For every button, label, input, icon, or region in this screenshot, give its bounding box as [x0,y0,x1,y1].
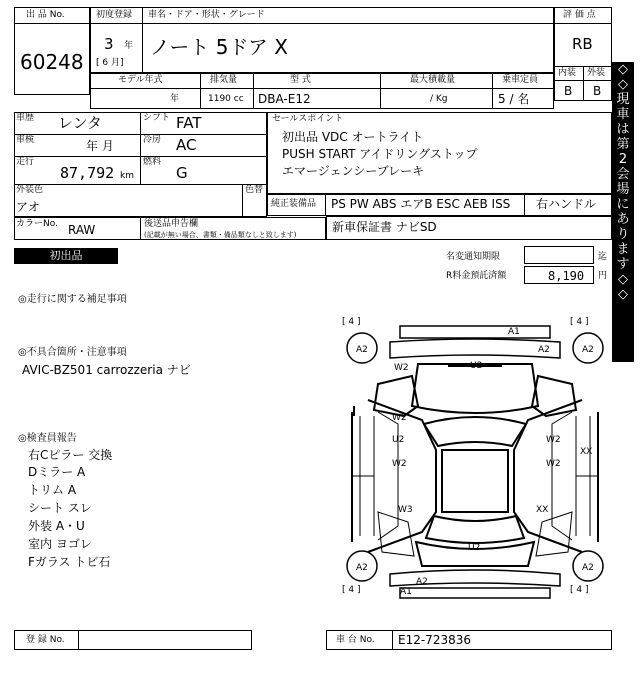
recycle-value: 8,190 [548,269,585,283]
displacement-value: 1190 cc [208,94,244,104]
sidebar-char: ◇ [618,287,628,302]
damage-mark: U2 [468,543,481,553]
damage-mark: A1 [508,327,520,337]
color-change-label: 色替 [245,185,264,195]
model-year-label: モデル年式 [118,75,163,85]
mileage-label: 走行 [16,157,35,167]
aftermarket-note: (記載が無い場合、書類・備品類なしと致します) [144,231,297,239]
defects-line: AVIC-BZ501 carrozzeria ナビ [22,363,191,377]
name-change-unit: 迄 [598,252,608,262]
sidebar-char: ま [616,242,630,257]
car-damage-diagram [338,316,612,600]
damage-mark: W2 [394,363,409,373]
sidebar-char: り [616,227,630,242]
fuel-value: G [176,164,188,182]
sales-points-label: セールスポイント [272,114,344,124]
inspection-label: 車検 [16,135,35,145]
sidebar-char: ◇ [618,62,628,77]
damage-mark: A2 [356,345,368,355]
damage-mark: XX [536,505,549,515]
shift-value: FAT [176,114,202,132]
inspector-line: 外装 A・U [28,519,85,533]
inspector-line: シート スレ [28,501,92,515]
capacity-label: 乗車定員 [502,75,539,85]
damage-mark: XX [580,447,593,457]
lot-label: 出 品 No. [26,10,65,20]
sidebar-char: 第 [616,137,630,152]
color-no-value: RAW [68,223,96,237]
sidebar-char: は [616,122,630,137]
history-label: 車歴 [16,113,35,123]
exterior-grade: B [593,84,602,98]
tire-tread-rear-right: [ 4 ] [570,585,589,595]
damage-mark: A2 [416,577,428,587]
car-name: ノート 5ドア X [150,35,288,59]
first-reg-label: 初度登録 [96,10,133,20]
damage-mark: A1 [400,587,412,597]
damage-mark: A2 [356,563,368,573]
equipment-label: 純正装備品 [271,199,317,209]
sidebar-char: 車 [616,107,630,122]
damage-mark: A2 [538,345,550,355]
recycle-label: R料金預託済額 [446,271,507,281]
history-value: レンタ [58,114,103,132]
sidebar-char: ◇ [618,272,628,287]
capacity-value: 5 / 名 [498,92,530,106]
name-change-value-box [524,246,594,264]
max-load-label: 最大積載量 [410,75,456,85]
ac-label: 冷房 [143,135,162,145]
steering-side: 右ハンドル [536,197,597,211]
type-value: DBA-E12 [258,92,311,106]
reg-no-label: 登 録 No. [26,635,65,645]
inspector-line: Fガラス トビ石 [28,555,111,569]
damage-mark: W2 [392,459,407,469]
year-value: 3 [104,35,114,53]
damage-mark: W2 [546,435,561,445]
ac-value: AC [176,136,197,154]
inspector-line: 右Cピラー 交換 [28,448,113,462]
sidebar-char: 2 [618,152,628,167]
model-year-unit: 年 [170,94,180,104]
tire-tread-front-left: [ 4 ] [342,317,361,327]
sidebar-char: に [616,197,630,212]
damage-mark: A2 [582,563,594,573]
shift-label: シフト [143,113,171,123]
first-listing-tag: 初出品 [14,248,118,264]
chassis-label: 車 台 No. [336,635,375,645]
equipment-items: PS PW ABS エアB ESC AEB ISS [331,197,511,211]
tire-tread-front-right: [ 4 ] [570,317,589,327]
sales-point-line-1: 初出品 VDC オートライト [282,130,424,144]
sales-point-line-3: エマージェンシーブレーキ [282,164,425,178]
lot-number: 60248 [20,50,84,74]
name-change-label: 名変通知期限 [446,252,501,262]
rating-value: RB [572,35,593,53]
displacement-label: 排気量 [210,75,238,85]
type-label: 型 式 [290,75,311,85]
inspector-line: Dミラー A [28,465,86,479]
damage-mark: A2 [582,345,594,355]
year-unit: 年 [124,41,134,51]
damage-mark: W2 [392,413,407,423]
sidebar-char: す [616,257,630,272]
defects-title: ◎不具合箇所・注意事項 [18,347,127,358]
damage-mark: U2 [470,361,483,371]
car-name-label: 車名・ドア・形状・グレード [148,10,265,20]
inspector-line: トリム A [28,483,77,497]
interior-label: 内装 [558,68,577,78]
sidebar-char: あ [616,212,630,227]
inspection-value: 年 月 [86,139,114,153]
sales-point-line-2: PUSH START アイドリングストップ [282,147,478,161]
mileage-value: 87,792 [60,164,115,182]
inspector-title: ◎検査員報告 [18,433,77,444]
damage-mark: U2 [392,435,405,445]
recycle-unit: 円 [598,271,608,281]
chassis-number: E12-723836 [398,633,471,647]
damage-mark: W3 [398,505,413,515]
sidebar-char: ◇ [618,77,628,92]
color-no-label: カラーNo. [16,219,58,229]
interior-grade: B [564,84,573,98]
aftermarket-label: 後送品申告欄 [144,219,199,229]
max-load-value: / Kg [430,94,448,104]
rating-label: 評 価 点 [563,10,596,20]
ext-color-value: アオ [16,200,40,214]
sidebar-char: 会 [616,167,630,182]
driving-notes-title: ◎走行に関する補足事項 [18,294,127,305]
sidebar-char: 場 [616,182,630,197]
month-value: [ 6 月] [96,58,124,68]
mileage-unit: km [120,171,134,181]
ext-color-label: 外装色 [16,185,44,195]
warranty-nav: 新車保証書 ナビSD [332,220,437,234]
inspector-line: 室内 ヨゴレ [28,537,92,551]
tire-tread-rear-left: [ 4 ] [342,585,361,595]
sidebar-char: 現 [616,92,630,107]
fuel-label: 燃料 [143,157,162,167]
venue-notice-sidebar [612,62,634,362]
damage-mark: W2 [546,459,561,469]
exterior-label: 外装 [587,68,606,78]
